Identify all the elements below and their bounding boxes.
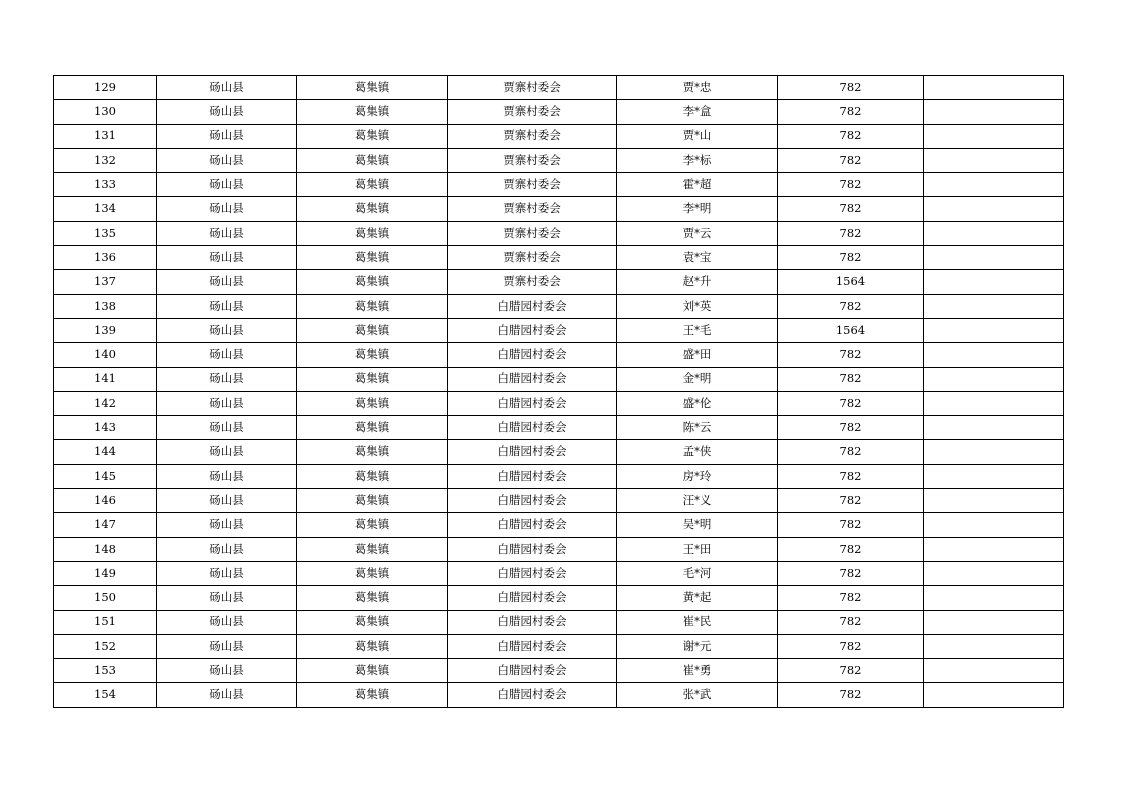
county-cell: 砀山县 <box>157 489 297 513</box>
remark-cell <box>924 464 1064 488</box>
county-cell: 砀山县 <box>157 610 297 634</box>
county-cell: 砀山县 <box>157 513 297 537</box>
remark-cell <box>924 367 1064 391</box>
remark-cell <box>924 537 1064 561</box>
amount-cell: 782 <box>778 173 924 197</box>
county-cell: 砀山县 <box>157 343 297 367</box>
village-cell: 白腊园村委会 <box>448 537 617 561</box>
remark-cell <box>924 76 1064 100</box>
town-cell: 葛集镇 <box>297 440 448 464</box>
town-cell: 葛集镇 <box>297 513 448 537</box>
amount-cell: 782 <box>778 683 924 707</box>
name-cell: 毛*河 <box>617 561 778 585</box>
row-number-cell: 149 <box>54 561 157 585</box>
remark-cell <box>924 294 1064 318</box>
town-cell: 葛集镇 <box>297 634 448 658</box>
county-cell: 砀山县 <box>157 197 297 221</box>
amount-cell: 782 <box>778 464 924 488</box>
town-cell: 葛集镇 <box>297 148 448 172</box>
table-row <box>54 124 1064 148</box>
row-number-cell: 129 <box>54 76 157 100</box>
town-cell: 葛集镇 <box>297 561 448 585</box>
county-cell: 砀山县 <box>157 440 297 464</box>
data-table <box>53 75 1064 708</box>
village-cell: 贾寨村委会 <box>448 148 617 172</box>
village-cell: 白腊园村委会 <box>448 561 617 585</box>
village-cell: 贾寨村委会 <box>448 124 617 148</box>
remark-cell <box>924 270 1064 294</box>
remark-cell <box>924 221 1064 245</box>
amount-cell: 782 <box>778 197 924 221</box>
table-row <box>54 148 1064 172</box>
row-number-cell: 135 <box>54 221 157 245</box>
row-number-cell: 133 <box>54 173 157 197</box>
amount-cell: 782 <box>778 391 924 415</box>
row-number-cell: 146 <box>54 489 157 513</box>
table-row <box>54 391 1064 415</box>
row-number-cell: 153 <box>54 659 157 683</box>
row-number-cell: 150 <box>54 586 157 610</box>
table-row <box>54 197 1064 221</box>
amount-cell: 782 <box>778 610 924 634</box>
town-cell: 葛集镇 <box>297 343 448 367</box>
document-page <box>53 75 1063 708</box>
name-cell: 吴*明 <box>617 513 778 537</box>
town-cell: 葛集镇 <box>297 318 448 342</box>
name-cell: 金*明 <box>617 367 778 391</box>
village-cell: 贾寨村委会 <box>448 221 617 245</box>
town-cell: 葛集镇 <box>297 489 448 513</box>
amount-cell: 1564 <box>778 270 924 294</box>
town-cell: 葛集镇 <box>297 246 448 270</box>
table-row <box>54 659 1064 683</box>
table-row <box>54 100 1064 124</box>
table-row <box>54 610 1064 634</box>
remark-cell <box>924 489 1064 513</box>
county-cell: 砀山县 <box>157 246 297 270</box>
table-row <box>54 76 1064 100</box>
amount-cell: 782 <box>778 561 924 585</box>
name-cell: 赵*升 <box>617 270 778 294</box>
town-cell: 葛集镇 <box>297 391 448 415</box>
name-cell: 盛*田 <box>617 343 778 367</box>
name-cell: 袁*宝 <box>617 246 778 270</box>
row-number-cell: 152 <box>54 634 157 658</box>
town-cell: 葛集镇 <box>297 537 448 561</box>
table-row <box>54 294 1064 318</box>
amount-cell: 782 <box>778 100 924 124</box>
town-cell: 葛集镇 <box>297 416 448 440</box>
county-cell: 砀山县 <box>157 586 297 610</box>
name-cell: 李*盒 <box>617 100 778 124</box>
row-number-cell: 142 <box>54 391 157 415</box>
remark-cell <box>924 513 1064 537</box>
village-cell: 白腊园村委会 <box>448 659 617 683</box>
village-cell: 白腊园村委会 <box>448 440 617 464</box>
amount-cell: 782 <box>778 343 924 367</box>
remark-cell <box>924 100 1064 124</box>
county-cell: 砀山县 <box>157 391 297 415</box>
county-cell: 砀山县 <box>157 464 297 488</box>
village-cell: 白腊园村委会 <box>448 294 617 318</box>
amount-cell: 782 <box>778 440 924 464</box>
row-number-cell: 154 <box>54 683 157 707</box>
village-cell: 白腊园村委会 <box>448 464 617 488</box>
town-cell: 葛集镇 <box>297 610 448 634</box>
name-cell: 崔*勇 <box>617 659 778 683</box>
remark-cell <box>924 197 1064 221</box>
county-cell: 砀山县 <box>157 124 297 148</box>
remark-cell <box>924 173 1064 197</box>
county-cell: 砀山县 <box>157 683 297 707</box>
name-cell: 李*标 <box>617 148 778 172</box>
remark-cell <box>924 416 1064 440</box>
county-cell: 砀山县 <box>157 659 297 683</box>
town-cell: 葛集镇 <box>297 464 448 488</box>
remark-cell <box>924 124 1064 148</box>
remark-cell <box>924 586 1064 610</box>
name-cell: 霍*超 <box>617 173 778 197</box>
table-row <box>54 464 1064 488</box>
table-row <box>54 173 1064 197</box>
village-cell: 白腊园村委会 <box>448 634 617 658</box>
town-cell: 葛集镇 <box>297 197 448 221</box>
village-cell: 白腊园村委会 <box>448 318 617 342</box>
name-cell: 黄*起 <box>617 586 778 610</box>
amount-cell: 782 <box>778 246 924 270</box>
row-number-cell: 141 <box>54 367 157 391</box>
village-cell: 白腊园村委会 <box>448 610 617 634</box>
name-cell: 房*玲 <box>617 464 778 488</box>
amount-cell: 782 <box>778 148 924 172</box>
row-number-cell: 136 <box>54 246 157 270</box>
name-cell: 孟*侠 <box>617 440 778 464</box>
row-number-cell: 140 <box>54 343 157 367</box>
town-cell: 葛集镇 <box>297 100 448 124</box>
name-cell: 盛*伦 <box>617 391 778 415</box>
remark-cell <box>924 148 1064 172</box>
amount-cell: 782 <box>778 367 924 391</box>
county-cell: 砀山县 <box>157 100 297 124</box>
amount-cell: 1564 <box>778 318 924 342</box>
table-row <box>54 634 1064 658</box>
county-cell: 砀山县 <box>157 294 297 318</box>
town-cell: 葛集镇 <box>297 586 448 610</box>
table-row <box>54 221 1064 245</box>
county-cell: 砀山县 <box>157 367 297 391</box>
remark-cell <box>924 318 1064 342</box>
town-cell: 葛集镇 <box>297 221 448 245</box>
name-cell: 王*毛 <box>617 318 778 342</box>
name-cell: 王*田 <box>617 537 778 561</box>
name-cell: 贾*云 <box>617 221 778 245</box>
amount-cell: 782 <box>778 221 924 245</box>
row-number-cell: 148 <box>54 537 157 561</box>
county-cell: 砀山县 <box>157 634 297 658</box>
amount-cell: 782 <box>778 489 924 513</box>
name-cell: 贾*山 <box>617 124 778 148</box>
village-cell: 白腊园村委会 <box>448 416 617 440</box>
amount-cell: 782 <box>778 294 924 318</box>
village-cell: 贾寨村委会 <box>448 246 617 270</box>
village-cell: 白腊园村委会 <box>448 513 617 537</box>
remark-cell <box>924 634 1064 658</box>
town-cell: 葛集镇 <box>297 367 448 391</box>
row-number-cell: 147 <box>54 513 157 537</box>
county-cell: 砀山县 <box>157 173 297 197</box>
name-cell: 张*武 <box>617 683 778 707</box>
remark-cell <box>924 659 1064 683</box>
village-cell: 贾寨村委会 <box>448 270 617 294</box>
row-number-cell: 131 <box>54 124 157 148</box>
remark-cell <box>924 683 1064 707</box>
county-cell: 砀山县 <box>157 270 297 294</box>
village-cell: 贾寨村委会 <box>448 173 617 197</box>
table-row <box>54 683 1064 707</box>
amount-cell: 782 <box>778 513 924 537</box>
village-cell: 白腊园村委会 <box>448 586 617 610</box>
remark-cell <box>924 391 1064 415</box>
row-number-cell: 144 <box>54 440 157 464</box>
row-number-cell: 130 <box>54 100 157 124</box>
row-number-cell: 143 <box>54 416 157 440</box>
village-cell: 贾寨村委会 <box>448 100 617 124</box>
town-cell: 葛集镇 <box>297 683 448 707</box>
town-cell: 葛集镇 <box>297 270 448 294</box>
village-cell: 贾寨村委会 <box>448 197 617 221</box>
amount-cell: 782 <box>778 634 924 658</box>
town-cell: 葛集镇 <box>297 659 448 683</box>
county-cell: 砀山县 <box>157 561 297 585</box>
remark-cell <box>924 440 1064 464</box>
remark-cell <box>924 561 1064 585</box>
table-row <box>54 367 1064 391</box>
row-number-cell: 139 <box>54 318 157 342</box>
table-row <box>54 416 1064 440</box>
table-row <box>54 537 1064 561</box>
county-cell: 砀山县 <box>157 416 297 440</box>
village-cell: 贾寨村委会 <box>448 76 617 100</box>
name-cell: 贾*忠 <box>617 76 778 100</box>
table-row <box>54 489 1064 513</box>
village-cell: 白腊园村委会 <box>448 489 617 513</box>
name-cell: 崔*民 <box>617 610 778 634</box>
table-row <box>54 270 1064 294</box>
name-cell: 陈*云 <box>617 416 778 440</box>
town-cell: 葛集镇 <box>297 294 448 318</box>
amount-cell: 782 <box>778 659 924 683</box>
amount-cell: 782 <box>778 416 924 440</box>
name-cell: 谢*元 <box>617 634 778 658</box>
village-cell: 白腊园村委会 <box>448 683 617 707</box>
village-cell: 白腊园村委会 <box>448 343 617 367</box>
table-row <box>54 513 1064 537</box>
amount-cell: 782 <box>778 76 924 100</box>
table-row <box>54 586 1064 610</box>
table-row <box>54 246 1064 270</box>
town-cell: 葛集镇 <box>297 173 448 197</box>
remark-cell <box>924 343 1064 367</box>
village-cell: 白腊园村委会 <box>448 391 617 415</box>
table-row <box>54 440 1064 464</box>
amount-cell: 782 <box>778 586 924 610</box>
table-row <box>54 318 1064 342</box>
town-cell: 葛集镇 <box>297 76 448 100</box>
name-cell: 李*明 <box>617 197 778 221</box>
name-cell: 刘*英 <box>617 294 778 318</box>
row-number-cell: 138 <box>54 294 157 318</box>
amount-cell: 782 <box>778 537 924 561</box>
county-cell: 砀山县 <box>157 148 297 172</box>
row-number-cell: 137 <box>54 270 157 294</box>
amount-cell: 782 <box>778 124 924 148</box>
county-cell: 砀山县 <box>157 537 297 561</box>
county-cell: 砀山县 <box>157 221 297 245</box>
remark-cell <box>924 246 1064 270</box>
table-row <box>54 561 1064 585</box>
county-cell: 砀山县 <box>157 318 297 342</box>
row-number-cell: 132 <box>54 148 157 172</box>
table-body <box>54 76 1064 708</box>
table-row <box>54 343 1064 367</box>
remark-cell <box>924 610 1064 634</box>
row-number-cell: 134 <box>54 197 157 221</box>
row-number-cell: 145 <box>54 464 157 488</box>
name-cell: 汪*义 <box>617 489 778 513</box>
town-cell: 葛集镇 <box>297 124 448 148</box>
county-cell: 砀山县 <box>157 76 297 100</box>
row-number-cell: 151 <box>54 610 157 634</box>
village-cell: 白腊园村委会 <box>448 367 617 391</box>
